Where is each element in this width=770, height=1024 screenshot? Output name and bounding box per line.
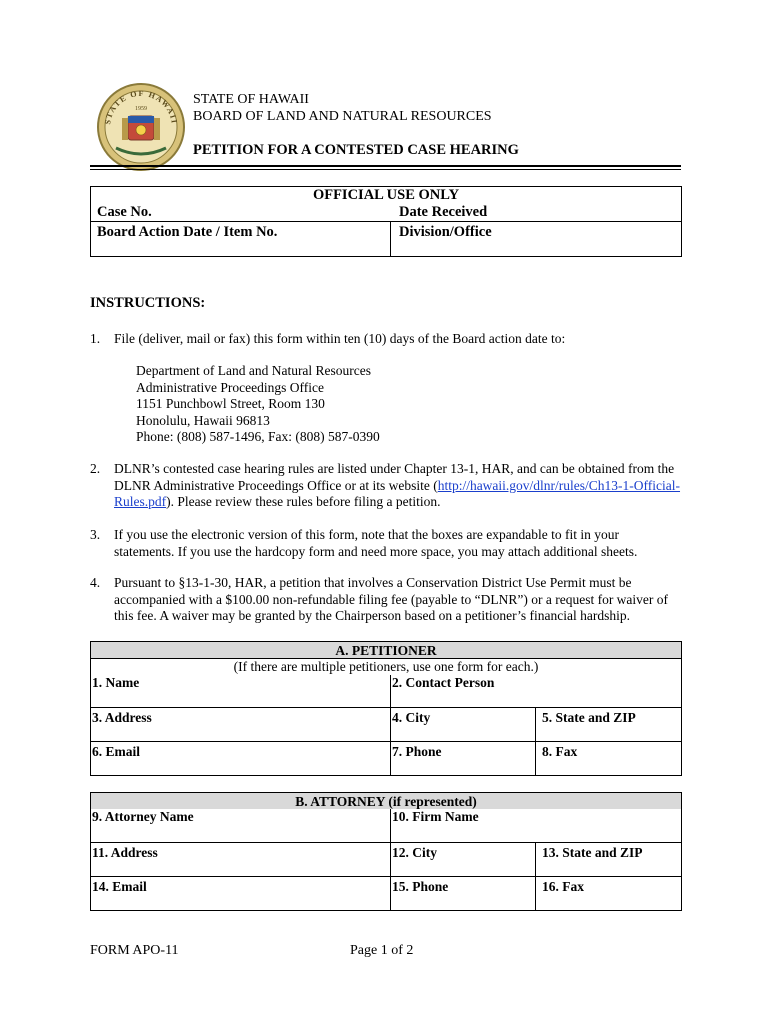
item-text-part: ). Please review these rules before filing a petition. (166, 494, 441, 509)
state-seal-icon (96, 82, 186, 172)
seal-year: 1959 (135, 106, 147, 112)
instruction-item-4 (90, 575, 680, 625)
petitioner-fax-field[interactable]: 8. Fax (536, 742, 682, 776)
petitioner-contact-field[interactable]: 2. Contact Person (391, 675, 682, 708)
instruction-item-3 (90, 527, 680, 560)
petitioner-email-field[interactable]: 6. Email (91, 742, 391, 776)
attorney-firm-field[interactable]: 10. Firm Name (391, 809, 682, 842)
board-name: BOARD OF LAND AND NATURAL RESOURCES (193, 109, 492, 124)
item-number: 2. (90, 461, 101, 476)
item-text: File (deliver, mail or fax) this form within ten (10) days of the Board action date to: (114, 331, 566, 346)
state-name: STATE OF HAWAII (193, 92, 309, 107)
attorney-state-zip-field[interactable]: 13. State and ZIP (536, 842, 682, 876)
item-number: 4. (90, 575, 101, 590)
petitioner-name-field[interactable]: 1. Name (91, 675, 391, 708)
date-received-field[interactable]: Date Received (399, 204, 488, 220)
petitioner-phone-field[interactable]: 7. Phone (391, 742, 536, 776)
official-use-heading: OFFICIAL USE ONLY (312, 187, 460, 203)
petitioner-table (90, 641, 682, 776)
item-text: If you use the electronic version of this form, note that the boxes are expandable to fit in your statements. If you use the hardcopy form and need more space, you may attach additional sheets. (114, 527, 638, 559)
form-id: FORM APO-11 (90, 943, 179, 958)
attorney-table (90, 792, 682, 911)
petitioner-city-field[interactable]: 4. City (391, 708, 536, 742)
item-number: 3. (90, 527, 101, 542)
attorney-address-field[interactable]: 11. Address (91, 842, 391, 876)
official-use-header-cell (91, 187, 682, 222)
board-action-date-field[interactable]: Board Action Date / Item No. (91, 222, 391, 257)
page-number: Page 1 of 2 (350, 943, 414, 958)
address-line: Department of Land and Natural Resources (136, 363, 372, 378)
address-line: Phone: (808) 587-1496, Fax: (808) 587-0390 (136, 429, 380, 444)
item-number: 1. (90, 331, 101, 346)
attorney-phone-field[interactable]: 15. Phone (391, 876, 536, 910)
petitioner-subheading: (If there are multiple petitioners, use one form for each.) (91, 659, 682, 675)
official-use-table (90, 186, 682, 257)
petitioner-state-zip-field[interactable]: 5. State and ZIP (536, 708, 682, 742)
office-address (136, 363, 380, 446)
item-text: Pursuant to §13-1-30, HAR, a petition that involves a Conservation District Use Permit must be accompanied with a $100.00 non-refundable filing fee (payable to “DLNR”) or a request for waiver of this fee. A waiver may be granted by the Chairperson based on a petitioner’s financial hardship. (114, 575, 669, 623)
petitioner-address-field[interactable]: 3. Address (91, 708, 391, 742)
attorney-fax-field[interactable]: 16. Fax (536, 876, 682, 910)
instructions-heading: INSTRUCTIONS: (90, 295, 206, 311)
case-no-field[interactable]: Case No. (97, 204, 152, 220)
attorney-heading: B. ATTORNEY (if represented) (91, 793, 682, 810)
attorney-city-field[interactable]: 12. City (391, 842, 536, 876)
petitioner-heading: A. PETITIONER (91, 642, 682, 659)
attorney-name-field[interactable]: 9. Attorney Name (91, 809, 391, 842)
title-rule-thin (90, 169, 681, 170)
item-text (114, 461, 680, 511)
form-title: PETITION FOR A CONTESTED CASE HEARING (193, 142, 519, 158)
title-rule (90, 165, 681, 167)
address-line: Honolulu, Hawaii 96813 (136, 412, 270, 428)
attorney-email-field[interactable]: 14. Email (91, 876, 391, 910)
rules-link[interactable]: http://hawaii.gov/dlnr/rules/Ch13-1-Official-Rules.pdf (114, 477, 681, 509)
instruction-item-1 (90, 331, 680, 348)
instruction-item-2 (90, 461, 680, 511)
item-text-part: DLNR’s contested case hearing rules are listed under Chapter 13-1, HAR, and can be obtained from the DLNR Administrative Proceedings Office or at its website ( (114, 461, 675, 493)
division-office-field[interactable]: Division/Office (391, 222, 682, 257)
address-line: Administrative Proceedings Office (136, 379, 324, 395)
seal-top-text: STATE OF HAWAII (103, 88, 179, 126)
address-line: 1151 Punchbowl Street, Room 130 (136, 396, 325, 411)
